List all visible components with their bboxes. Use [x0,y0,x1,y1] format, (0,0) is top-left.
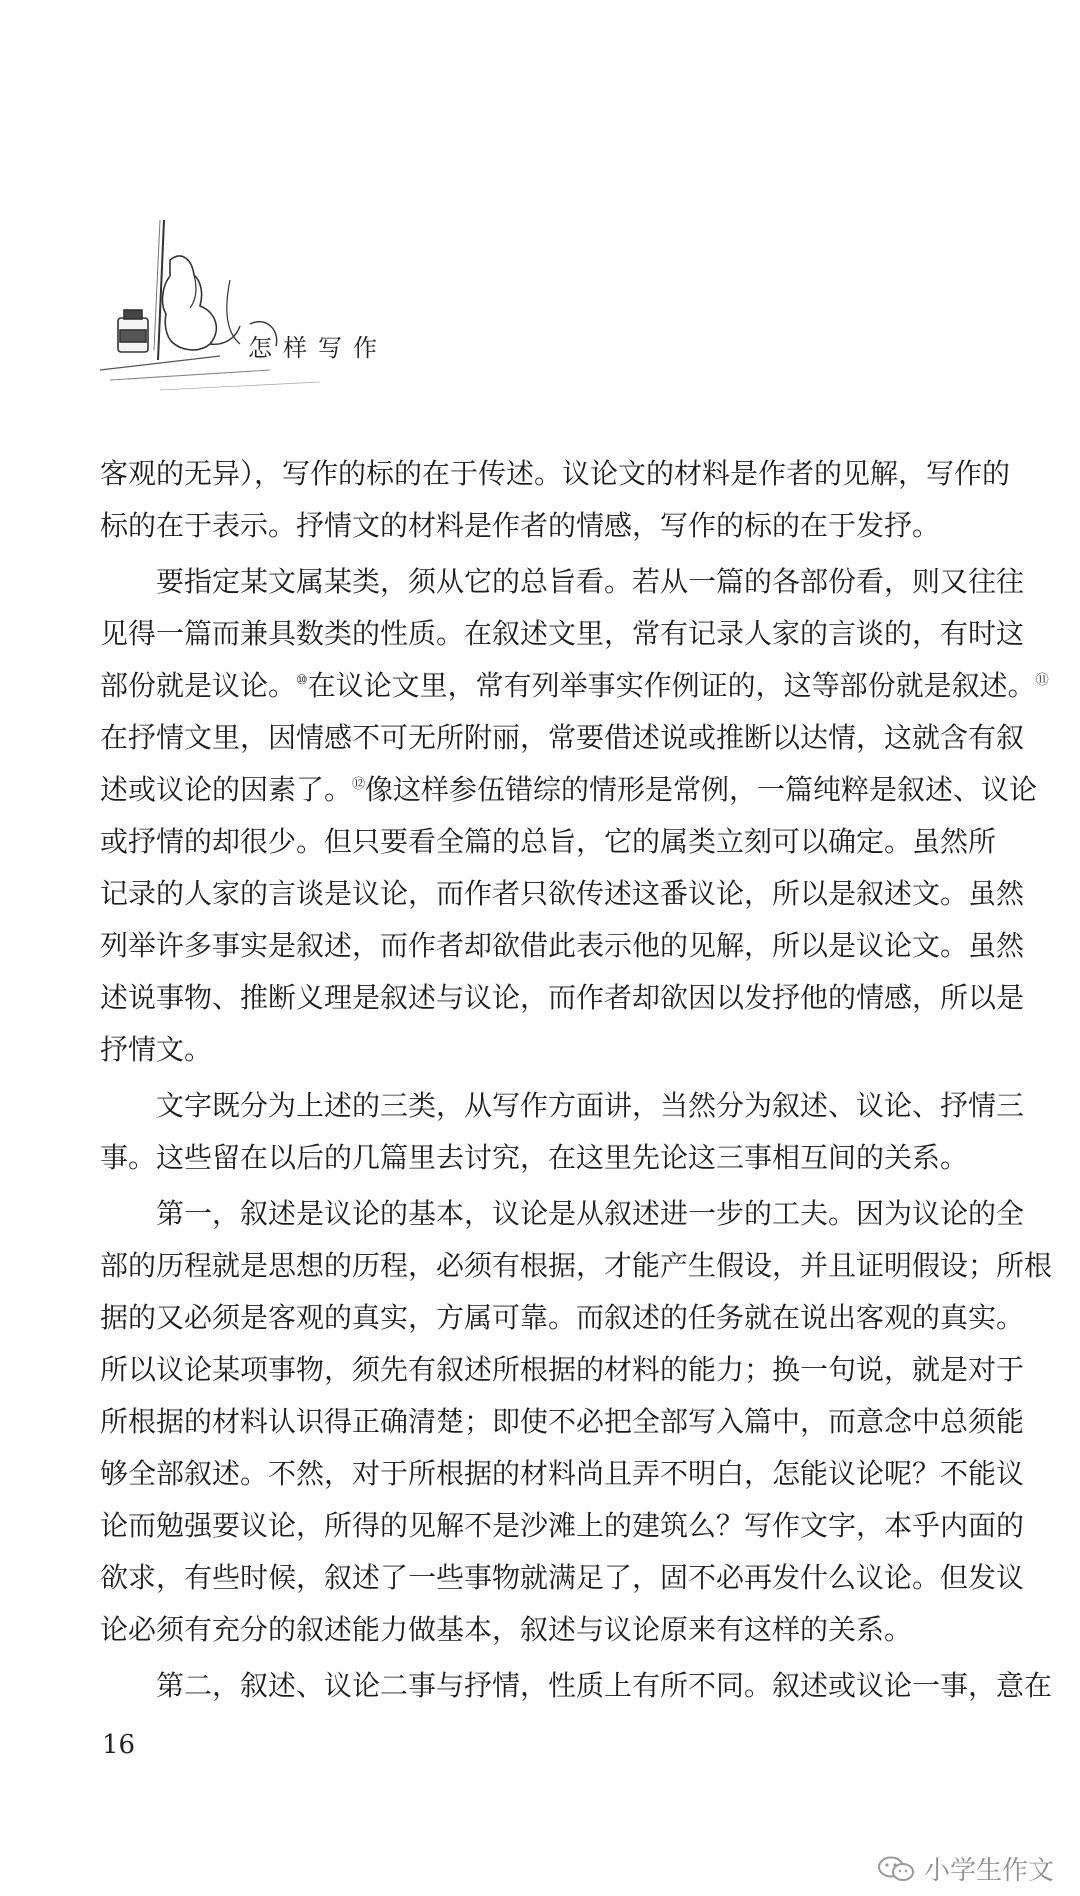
text-line: 论而勉强要议论，所得的见解不是沙滩上的建筑么？写作文字，本乎内面的 [100,1509,1025,1542]
text-line: 部的历程就是思想的历程，必须有根据，才能产生假设，并且证明假设；所根 [100,1249,1053,1282]
text-line: 所根据的材料认识得正确清楚；即使不必把全部写入篇中，而意念中总须能 [100,1405,1025,1438]
text-line: 在抒情文里，因情感不可无所附丽，常要借述说或推断以达情，这就含有叙 [100,721,1025,754]
page-number: 16 [102,1730,136,1760]
note-marker: ⑪ [1035,673,1049,688]
text-line [100,660,1049,712]
running-head-title: 怎样写作 [248,334,388,362]
text-line: 第二，叙述、议论二事与抒情，性质上有所不同。叙述或议论一事，意在 [156,1669,1053,1702]
text-line: 据的又必须是客观的真实，方属可靠。而叙述的任务就在说出客观的真实。 [100,1301,1025,1334]
text-line: 列举许多事实是叙述，而作者却欲借此表示他的见解，所以是议论文。虽然 [100,929,1025,962]
text-line: 抒情文。 [100,1033,213,1066]
text-segment: 述或议论的因素了。 [100,773,353,806]
text-segment: 像这样参伍错综的情形是常例，一篇纯粹是叙述、议论 [365,773,1038,806]
text-line: 述说事物、推断义理是叙述与议论，而作者却欲因以发抒他的情感，所以是 [100,981,1025,1014]
text-line: 所以议论某项事物，须先有叙述所根据的材料的能力；换一句说，就是对于 [100,1353,1025,1386]
watermark [876,1850,1054,1887]
chapter-header [100,220,700,400]
text-line: 见得一篇而兼具数类的性质。在叙述文里，常有记录人家的言谈的，有时这 [100,617,1025,650]
text-line: 记录的人家的言谈是议论，而作者只欲传述这番议论，所以是叙述文。虽然 [100,877,1025,910]
text-line: 第一，叙述是议论的基本，议论是从叙述进一步的工夫。因为议论的全 [156,1197,1025,1230]
text-line: 文字既分为上述的三类，从写作方面讲，当然分为叙述、议论、抒情三 [156,1089,1025,1122]
text-line: 或抒情的却很少。但只要看全篇的总旨，它的属类立刻可以确定。虽然所 [100,825,997,858]
note-marker: ⑩ [296,673,308,688]
hand-writing-illustration-icon [100,220,340,400]
text-line: 要指定某文属某类，须从它的总旨看。若从一篇的各部份看，则又往往 [156,565,1025,598]
note-marker: ⑫ [352,777,366,792]
text-segment: 在议论文里，常有列举事实作例证的，这等部份就是叙述。 [307,669,1036,702]
text-line: 事。这些留在以后的几篇里去讨究，在这里先论这三事相互间的关系。 [100,1141,969,1174]
wechat-icon [876,1855,916,1883]
text-segment: 部份就是议论。 [100,669,297,702]
text-line: 标的在于表示。抒情文的材料是作者的情感，写作的标的在于发抒。 [100,509,941,542]
text-line: 论必须有充分的叙述能力做基本，叙述与议论原来有这样的关系。 [100,1613,913,1646]
text-line: 客观的无异），写作的标的在于传述。议论文的材料是作者的见解，写作的 [100,457,1011,490]
text-line [100,764,1038,816]
body-text [100,448,1053,1712]
watermark-text: 小学生作文 [923,1856,1054,1886]
text-line: 够全部叙述。不然，对于所根据的材料尚且弄不明白，怎能议论呢？不能议 [100,1457,1025,1490]
text-line: 欲求，有些时候，叙述了一些事物就满足了，固不必再发什么议论。但发议 [100,1561,1025,1594]
